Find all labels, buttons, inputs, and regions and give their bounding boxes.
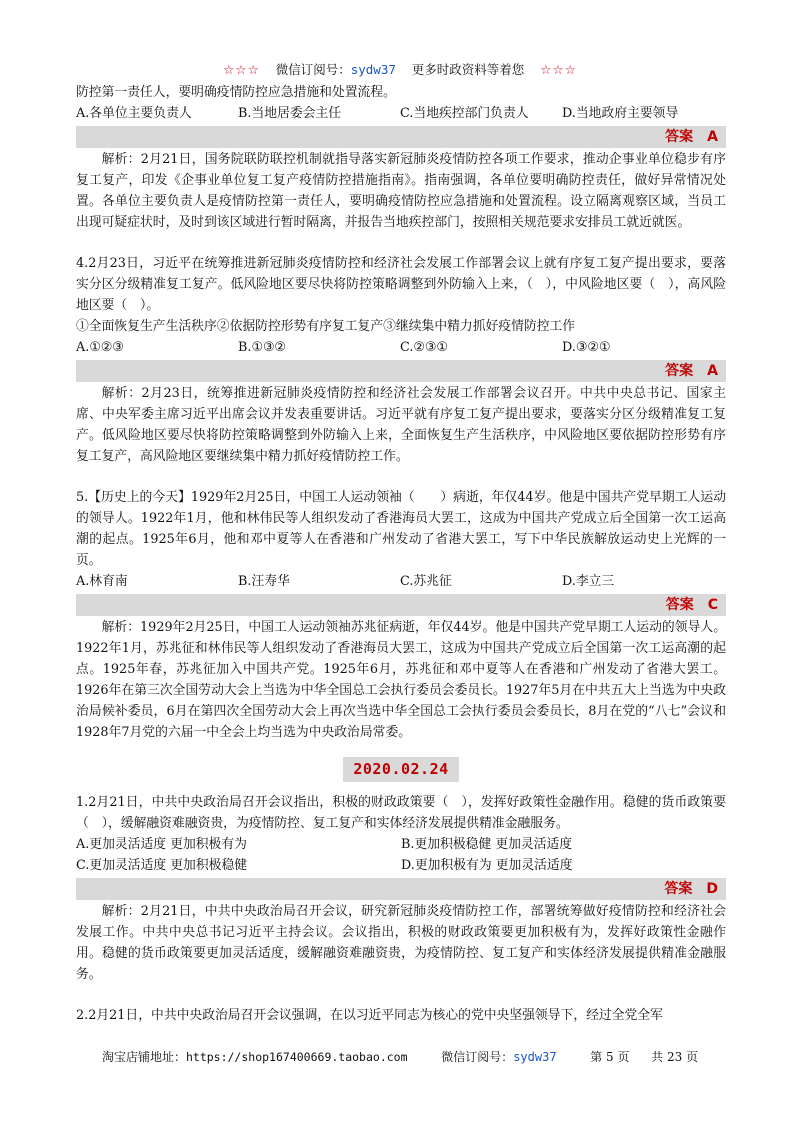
q4-answer-label: 答案 [665, 363, 694, 379]
q5-analysis: 解析：1929年2月25日，中国工人运动领袖苏兆征病逝，年仅44岁。他是中国共产党早期工人运动的领导人。1922年1月，苏兆征和林伟民等人组织发动了香港海员大罢工，这成为中国共产党成立后全国第一次工运高潮的起点。1925年春，苏兆征加入中国共产党。1925年6月，苏兆征和邓中夏等人在香港和广州发动了省港大罢工。1926年在第三次全国劳动大会上当选为中华全国总工会执行委员会委员长。1927年5月在中共五大上当选为中央政治局候补委员，6月在第四次全国劳动大会上再次当选中华全国总工会执行委员会委员长，8月在党的“八七”会议和1928年7月党的六届一中全会上均当选为中央政治局常委。 [76, 620, 726, 740]
q3-answer: A [707, 129, 718, 145]
footer-wechat-label: 微信订阅号： [441, 1050, 514, 1064]
q4-answer-bar [76, 360, 726, 382]
header-account: sydw37 [350, 62, 396, 77]
q5-stem: 5.【历史上的今天】1929年2月25日，中国工人运动领袖（ ）病逝，年仅44岁。他是中国共产党早期工人运动的领导人。1922年1月，他和林伟民等人组织发动了香港海员大罢工，这成为中国共产党成立后全国第一次工运高潮的起点。1925年6月，他和邓中夏等人在香港和广州发动了省港大罢工，写下中华民族解放运动史上光辉的一页。 [76, 490, 726, 568]
q3-option-b: B.当地居委会主任 [238, 106, 342, 121]
footer-shop-link[interactable]: https://shop167400669.taobao.com [185, 1050, 408, 1064]
q6-option-c: C.更加灵活适度 更加积极稳健 [76, 858, 248, 873]
header-stars-left: ☆☆☆ [223, 62, 260, 77]
footer-page-number: 第 5 页 [590, 1050, 630, 1064]
q5-answer: C [707, 597, 718, 613]
q4-answer: A [707, 363, 718, 379]
date-heading-wrap [76, 757, 726, 782]
q3-option-c: C.当地疾控部门负责人 [400, 106, 529, 121]
q3-answer-label: 答案 [665, 129, 694, 145]
header-tagline: 更多时政资料等着您 [411, 62, 525, 77]
page-footer [0, 1048, 800, 1065]
q5-answer-label: 答案 [665, 597, 694, 613]
q4-items: ①全面恢复生产生活秩序②依据防控形势有序复工复产③继续集中精力抓好疫情防控工作 [76, 319, 576, 334]
q4-option-b: B.①③② [238, 340, 286, 355]
date-heading: 2020.02.24 [343, 757, 458, 782]
q6-analysis: 解析：2月21日，中共中央政治局召开会议，研究新冠肺炎疫情防控工作，部署统筹做好疫情防控和经济社会发展工作。中共中央总书记习近平主持会议。会议指出，积极的财政政策要更加积极有为，发挥好政策性金融作用。稳健的货币政策要更加灵活适度，缓解融资难融资贵，为疫情防控、复工复产和实体经济发展提供精准金融服务。 [76, 904, 726, 982]
q4-stem: 4.2月23日，习近平在统筹推进新冠肺炎疫情防控和经济社会发展工作部署会议上就有序复工复产提出要求，要落实分区分级精准复工复产。低风险地区要尽快将防控策略调整到外防输入上来，（ ），中风险地区要（ ），高风险地区要（ ）。 [76, 256, 726, 313]
q4-option-a: A.①②③ [76, 340, 124, 355]
q4-options [76, 337, 726, 358]
q5-option-b: B.汪寿华 [238, 574, 290, 589]
footer-page-total: 共 23 页 [651, 1050, 699, 1064]
q6-stem: 1.2月21日，中共中央政治局召开会议指出，积极的财政政策要（ ），发挥好政策性金融作用。稳健的货币政策要（ ），缓解融资难融资贵，为疫情防控、复工复产和实体经济发展提供精准金融服务。 [76, 795, 726, 831]
q6-option-d: D.更加积极有为 更加灵活适度 [401, 858, 573, 873]
q6-answer-bar [76, 878, 726, 900]
q5-options [76, 571, 726, 592]
q6-option-b: B.更加积极稳健 更加灵活适度 [401, 837, 573, 852]
q6-options-row1 [76, 834, 726, 855]
q3-analysis: 解析：2月21日，国务院联防联控机制就指导落实新冠肺炎疫情防控各项工作要求，推动企事业单位稳步有序复工复产，印发《企事业单位复工复产疫情防控措施指南》。指南强调，各单位要明确防控责任，做好异常情况处置。各单位主要负责人是疫情防控第一责任人，要明确疫情防控应急措施和处置流程。设立隔离观察区域，当员工出现可疑症状时，及时到该区域进行暂时隔离，并报告当地疾控部门，按照相关规范要求安排员工就近就医。 [76, 152, 726, 230]
footer-wechat-account: sydw37 [513, 1050, 557, 1064]
q4-option-c: C.②③① [400, 340, 448, 355]
page-header [0, 60, 800, 78]
q4-option-d: D.③②① [562, 340, 611, 355]
q5-answer-bar [76, 594, 726, 616]
q5-option-d: D.李立三 [562, 574, 615, 589]
header-label: 微信订阅号： [275, 62, 351, 77]
header-stars-right: ☆☆☆ [540, 62, 577, 77]
q3-answer-bar [76, 126, 726, 148]
footer-shop-label: 淘宝店铺地址： [101, 1050, 186, 1064]
q3-option-a: A.各单位主要负责人 [76, 106, 192, 121]
q7-stem: 2.2月21日，中共中央政治局召开会议强调，在以习近平同志为核心的党中央坚强领导下，经过全党全军 [76, 1008, 663, 1023]
q3-option-d: D.当地政府主要领导 [562, 106, 679, 121]
q6-options-row2 [76, 855, 726, 876]
q5-option-a: A.林育南 [76, 574, 128, 589]
q6-answer-label: 答案 [664, 881, 693, 897]
q6-option-a: A.更加灵活适度 更加积极有为 [76, 837, 247, 852]
q6-answer: D [706, 881, 718, 897]
main-content [76, 82, 726, 1026]
q3-stem: 防控第一责任人，要明确疫情防控应急措施和处置流程。 [76, 85, 396, 100]
q3-options [76, 103, 726, 124]
q4-analysis: 解析：2月23日，统筹推进新冠肺炎疫情防控和经济社会发展工作部署会议召开。中共中央总书记、国家主席、中央军委主席习近平出席会议并发表重要讲话。习近平就有序复工复产提出要求，要落实分区分级精准复工复产。低风险地区要尽快将防控策略调整到外防输入上来，全面恢复生产生活秩序，中风险地区要依据防控形势有序复工复产，高风险地区要继续集中精力抓好疫情防控工作。 [76, 386, 726, 464]
q5-option-c: C.苏兆征 [400, 574, 452, 589]
